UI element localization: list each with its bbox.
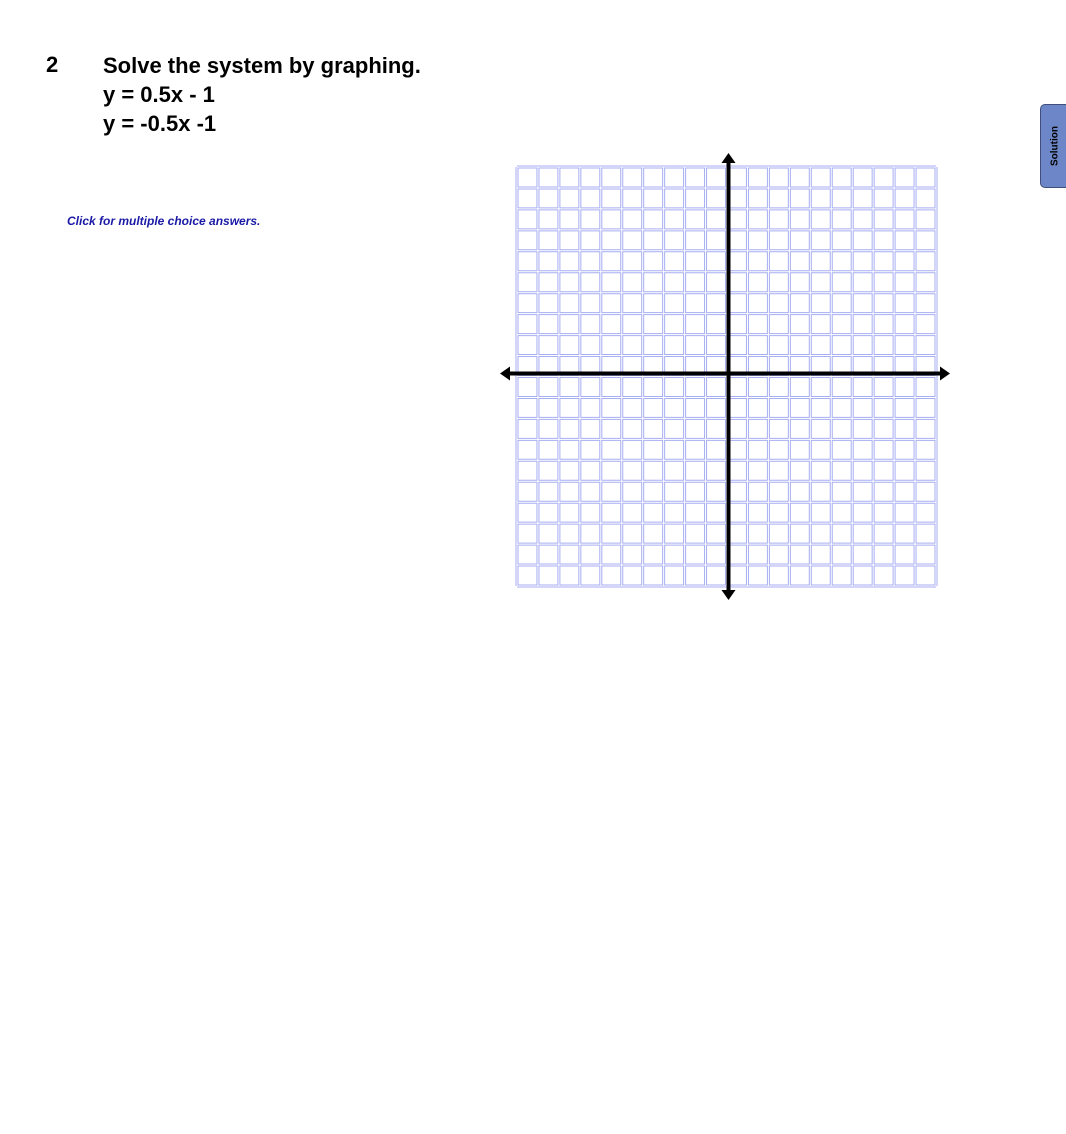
x-axis-left-arrow-icon — [500, 367, 510, 381]
problem-number: 2 — [46, 52, 59, 77]
y-axis-up-arrow-icon — [722, 153, 736, 163]
solution-tab-label: Solution — [1049, 126, 1061, 166]
y-axis-down-arrow-icon — [722, 590, 736, 600]
equation-2: y = -0.5x -1 — [103, 111, 217, 136]
x-axis-right-arrow-icon — [940, 367, 950, 381]
multiple-choice-link[interactable]: Click for multiple choice answers. — [67, 214, 261, 228]
equation-1: y = 0.5x - 1 — [103, 82, 215, 107]
problem-instruction: Solve the system by graphing. — [103, 53, 421, 78]
